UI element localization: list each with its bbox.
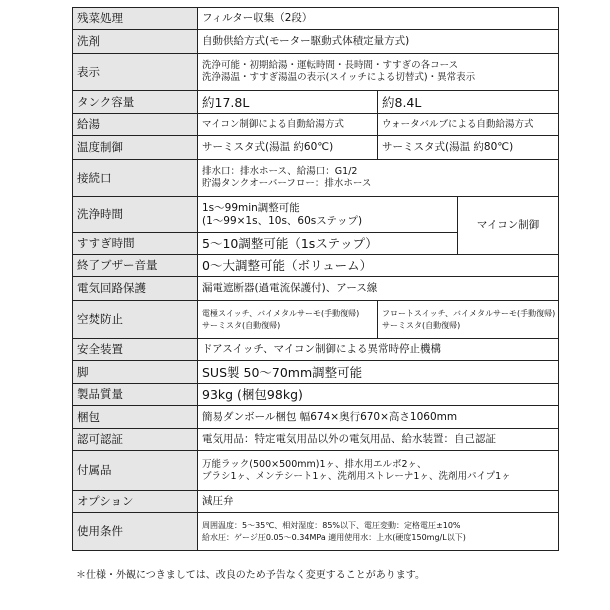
setsuzoku-line2: 貯湯タンクオーバーフロー：排水ホース (202, 178, 372, 189)
senjo-line1: 1s～99min調整可能 (202, 201, 300, 214)
row-karadaki (73, 301, 559, 339)
shiyou-line2: 給水圧：ゲージ圧0.05～0.34MPa 適用使用水：上水(硬度150mg/L以下) (202, 532, 466, 542)
value-karadaki-right (378, 301, 559, 339)
row-kyuto (73, 114, 559, 136)
label-shiyou: 使用条件 (73, 513, 198, 551)
label-karadaki: 空焚防止 (73, 301, 198, 339)
value-hyouji (198, 54, 559, 91)
karadaki-left-line1: 電極スイッチ、バイメタルサーモ(手動復帰) (202, 308, 360, 318)
label-ashi: 脚 (73, 361, 198, 384)
label-denki: 電気回路保護 (73, 277, 198, 301)
value-ashi: SUS製 50～70mm調整可能 (198, 361, 559, 384)
row-option (73, 491, 559, 513)
row-zansai (73, 8, 559, 30)
row-ashi (73, 361, 559, 384)
footnote: ＊仕様・外観につきましては、改良のため予告なく変更することがあります。 (76, 570, 425, 581)
label-buzzer: 終了ブザー音量 (73, 255, 198, 277)
value-tank-left: 約17.8L (198, 91, 378, 114)
setsuzoku-line1: 排水口：排水ホース、給湯口：G1/2 (202, 166, 358, 177)
label-senjo: 洗浄時間 (73, 197, 198, 233)
fuzoku-line1: 万能ラック(500×500mm)1ヶ、排水用エルボ2ヶ、 (202, 458, 427, 470)
row-shiyou (73, 513, 559, 551)
value-setsuzoku (198, 160, 559, 197)
value-senjo (198, 197, 458, 233)
hyouji-line1: 洗浄可能・初期給湯・運転時間・長時間・すすぎの各コース (202, 60, 459, 71)
value-zansai: フィルター収集（2段） (198, 8, 559, 30)
senjo-line2: (1～99×1s、10s、60sステップ) (202, 214, 363, 227)
label-kyuto: 給湯 (73, 114, 198, 136)
row-denki (73, 277, 559, 301)
row-senjo (73, 197, 559, 233)
value-konpo: 簡易ダンボール梱包 幅674×奥行670×高さ1060mm (198, 406, 559, 429)
row-buzzer (73, 255, 559, 277)
value-karadaki-left (198, 301, 378, 339)
label-ninka: 認可認証 (73, 429, 198, 451)
value-fuzoku (198, 451, 559, 491)
value-kyuto-left: マイコン制御による自動給湯方式 (198, 114, 378, 136)
value-denki: 漏電遮断器(過電流保護付)、アース線 (198, 277, 559, 301)
row-anzen (73, 339, 559, 361)
value-shitsuryo: 93kg (梱包98kg) (198, 384, 559, 406)
value-kyuto-right: ウォータバルブによる自動給湯方式 (378, 114, 559, 136)
fuzoku-line2: ブラシ1ヶ、メンテシート1ヶ、洗剤用ストレーナ1ヶ、洗剤用パイプ1ヶ (202, 470, 511, 482)
label-senzai: 洗剤 (73, 30, 198, 54)
shiyou-line1: 周囲温度：5～35℃、相対湿度：85%以下、電圧変動：定格電圧±10% (202, 520, 461, 530)
karadaki-left-line2: サーミスタ(自動復帰) (202, 320, 281, 330)
row-setsuzoku (73, 160, 559, 197)
label-susugi: すすぎ時間 (73, 233, 198, 255)
label-konpo: 梱包 (73, 406, 198, 429)
value-option: 減圧弁 (198, 491, 559, 513)
row-ninka (73, 429, 559, 451)
karadaki-right-line2: サーミスタ(自動復帰) (382, 320, 461, 330)
value-tank-right: 約8.4L (378, 91, 559, 114)
label-option: オプション (73, 491, 198, 513)
row-hyouji (73, 54, 559, 91)
label-tank: タンク容量 (73, 91, 198, 114)
label-anzen: 安全装置 (73, 339, 198, 361)
row-ondo (73, 136, 559, 160)
label-fuzoku: 付属品 (73, 451, 198, 491)
spec-table (72, 7, 559, 551)
label-ondo: 温度制御 (73, 136, 198, 160)
karadaki-right-line1: フロートスイッチ、バイメタルサーモ(手動復帰) (382, 308, 556, 318)
label-zansai: 残菜処理 (73, 8, 198, 30)
value-micom: マイコン制御 (458, 197, 559, 255)
value-ondo-left: サーミスタ式(湯温 約60℃) (198, 136, 378, 160)
row-shitsuryo (73, 384, 559, 406)
row-fuzoku (73, 451, 559, 491)
value-susugi: 5～10調整可能（1sステップ） (198, 233, 458, 255)
label-shitsuryo: 製品質量 (73, 384, 198, 406)
row-tank (73, 91, 559, 114)
value-buzzer: 0～大調整可能（ボリューム） (198, 255, 559, 277)
hyouji-line2: 洗浄湯温・すすぎ湯温の表示(スイッチによる切替式)・異常表示 (202, 72, 476, 83)
label-hyouji: 表示 (73, 54, 198, 91)
label-setsuzoku: 接続口 (73, 160, 198, 197)
value-senzai: 自動供給方式(モーター駆動式体積定量方式) (198, 30, 559, 54)
row-senzai (73, 30, 559, 54)
value-ondo-right: サーミスタ式(湯温 約80℃) (378, 136, 559, 160)
value-anzen: ドアスイッチ、マイコン制御による異常時停止機構 (198, 339, 559, 361)
row-konpo (73, 406, 559, 429)
value-ninka: 電気用品：特定電気用品以外の電気用品、給水装置：自己認証 (198, 429, 559, 451)
value-shiyou (198, 513, 559, 551)
